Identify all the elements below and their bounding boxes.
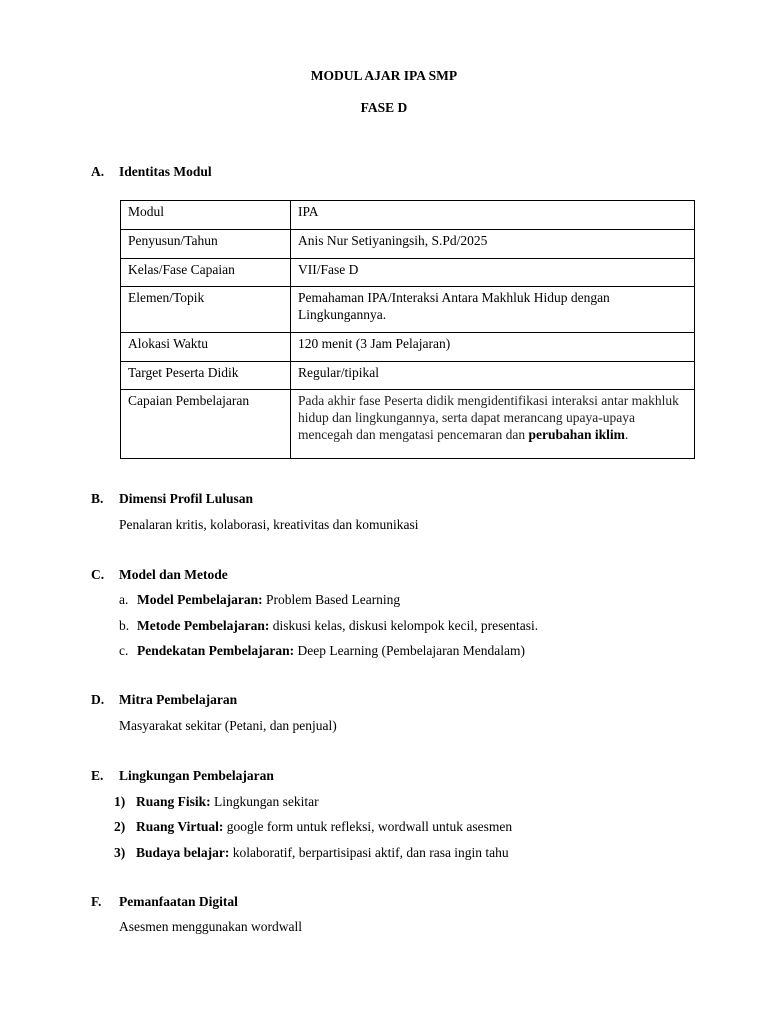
- list-item: [119, 643, 525, 659]
- table-row: [121, 201, 695, 230]
- table-row: [121, 390, 695, 459]
- list-marker: 3): [114, 845, 126, 860]
- list-item: [119, 592, 400, 608]
- item-value: diskusi kelas, diskusi kelompok kecil, presentasi.: [269, 618, 539, 633]
- item-value: google form untuk refleksi, wordwall untuk asesmen: [223, 819, 513, 834]
- table-row: [121, 259, 695, 287]
- section-letter: F.: [91, 894, 102, 909]
- table-cell-label: Penyusun/Tahun: [121, 230, 291, 259]
- section-d-heading: [91, 692, 237, 708]
- section-title: Model dan Metode: [119, 567, 228, 582]
- table-cell-value: Pemahaman IPA/Interaksi Antara Makhluk Hidup dengan Lingkungannya.: [291, 287, 695, 333]
- list-marker: 1): [114, 794, 126, 809]
- table-cell-label: Elemen/Topik: [121, 287, 291, 333]
- section-letter: C.: [91, 567, 105, 582]
- item-label: Ruang Virtual:: [136, 819, 224, 834]
- table-cell-label: Target Peserta Didik: [121, 362, 291, 390]
- section-letter: A.: [91, 164, 105, 179]
- table-row: [121, 333, 695, 362]
- item-label: Budaya belajar:: [136, 845, 230, 860]
- document-title: MODUL AJAR IPA SMP: [310, 68, 458, 83]
- table-cell-value: [291, 390, 695, 459]
- document-subtitle: FASE D: [360, 100, 408, 115]
- table-row: [121, 230, 695, 259]
- list-item: [114, 794, 319, 810]
- section-f-heading: [91, 894, 238, 910]
- item-label: Pendekatan Pembelajaran:: [137, 643, 295, 658]
- item-label: Model Pembelajaran:: [137, 592, 263, 607]
- table-cell-label: Modul: [121, 201, 291, 230]
- item-value: Problem Based Learning: [262, 592, 401, 607]
- list-item: [114, 845, 509, 861]
- section-b-text: Penalaran kritis, kolaborasi, kreativitas dan komunikasi: [119, 517, 419, 532]
- cp-end: .: [624, 427, 629, 442]
- section-title: Pemanfaatan Digital: [119, 894, 238, 909]
- table-cell-value: IPA: [291, 201, 695, 230]
- section-d-text: Masyarakat sekitar (Petani, dan penjual): [119, 718, 337, 733]
- section-title: Dimensi Profil Lulusan: [119, 491, 254, 506]
- section-f-text: Asesmen menggunakan wordwall: [119, 919, 302, 934]
- section-e-heading: [91, 768, 274, 784]
- section-title: Lingkungan Pembelajaran: [119, 768, 274, 783]
- item-value: Lingkungan sekitar: [210, 794, 319, 809]
- list-item: [114, 819, 513, 835]
- table-cell-value: Anis Nur Setiyaningsih, S.Pd/2025: [291, 230, 695, 259]
- cp-text: Pada akhir fase Peserta didik mengidentifikasi interaksi antar makhluk hidup dan lingkungannya, serta dapat merancang upaya-upaya mencegah dan mengatasi pencemaran dan: [298, 393, 679, 442]
- table-cell-label: Alokasi Waktu: [121, 333, 291, 362]
- table-row: [121, 287, 695, 333]
- section-a-heading: [91, 164, 212, 180]
- identity-table: [120, 200, 695, 459]
- table-cell-label: Kelas/Fase Capaian: [121, 259, 291, 287]
- table-cell-value: VII/Fase D: [291, 259, 695, 287]
- cp-bold-text: perubahan iklim: [528, 427, 625, 442]
- section-letter: B.: [91, 491, 104, 506]
- table-cell-label: Capaian Pembelajaran: [121, 390, 291, 459]
- item-label: Metode Pembelajaran:: [137, 618, 270, 633]
- list-marker: a.: [119, 592, 129, 607]
- section-letter: E.: [91, 768, 104, 783]
- table-cell-value: Regular/tipikal: [291, 362, 695, 390]
- list-marker: b.: [119, 618, 130, 633]
- section-letter: D.: [91, 692, 105, 707]
- item-value: kolaboratif, berpartisipasi aktif, dan rasa ingin tahu: [229, 845, 509, 860]
- section-b-heading: [91, 491, 253, 507]
- list-marker: 2): [114, 819, 126, 834]
- section-title: Mitra Pembelajaran: [119, 692, 238, 707]
- list-marker: c.: [119, 643, 129, 658]
- list-item: [119, 618, 538, 634]
- section-title: Identitas Modul: [119, 164, 212, 179]
- table-cell-value: 120 menit (3 Jam Pelajaran): [291, 333, 695, 362]
- item-label: Ruang Fisik:: [136, 794, 211, 809]
- table-row: [121, 362, 695, 390]
- section-c-heading: [91, 567, 228, 583]
- item-value: Deep Learning (Pembelajaran Mendalam): [294, 643, 526, 658]
